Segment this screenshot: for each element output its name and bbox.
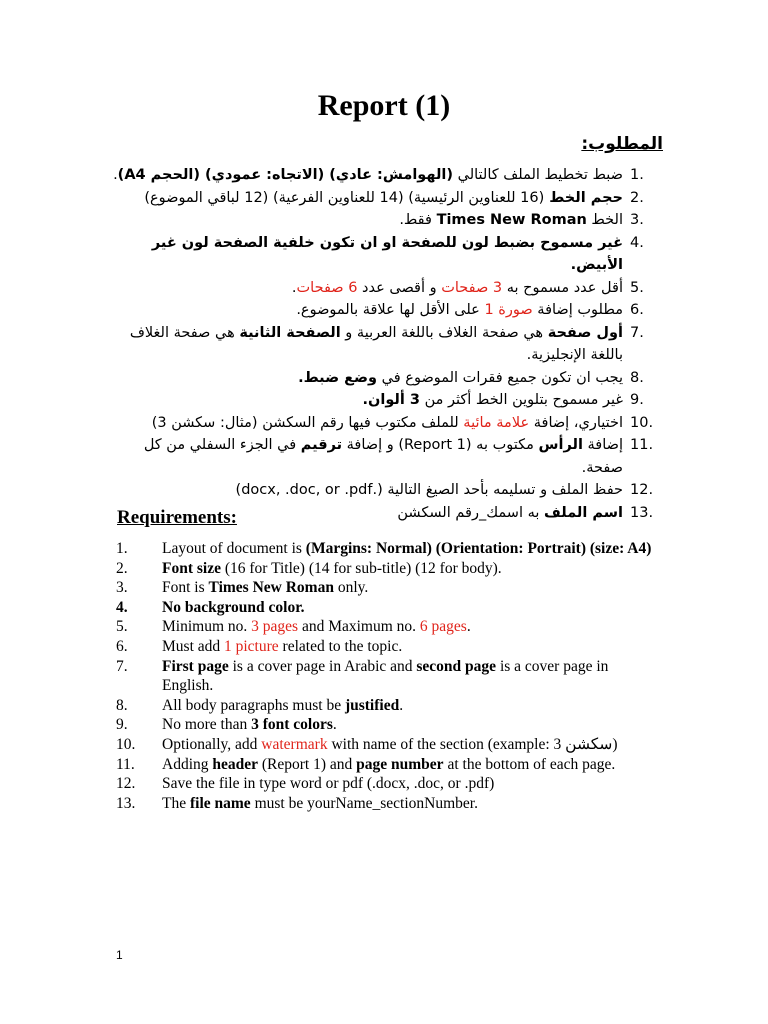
item-number: 8. bbox=[116, 696, 128, 714]
highlighted-text: 3 صفحات bbox=[441, 279, 503, 296]
bold-text: (Margins: Normal) (Orientation: Portrait) (size: A4) bbox=[305, 540, 652, 557]
arabic-requirements-heading: المطلوب: bbox=[581, 134, 663, 154]
item-number: 1. bbox=[116, 540, 128, 557]
bold-text: First page bbox=[162, 657, 229, 675]
item-text: ضبط تخطيط الملف كالتالي bbox=[453, 167, 623, 183]
item-number: 12. bbox=[630, 482, 654, 498]
item-number: 9. bbox=[630, 392, 644, 408]
item-text: No more than bbox=[162, 716, 252, 734]
item-text: and Maximum no. bbox=[298, 618, 420, 636]
item-text: الخط bbox=[586, 212, 623, 228]
item-number: 13. bbox=[116, 794, 136, 812]
arabic-requirements-list bbox=[100, 164, 660, 524]
highlighted-text: 1 picture bbox=[224, 637, 279, 655]
arabic-list-item bbox=[100, 479, 660, 502]
item-number: 10. bbox=[630, 414, 654, 431]
arabic-list-item bbox=[100, 322, 660, 367]
arabic-list-item bbox=[100, 389, 660, 412]
item-text: (16 للعناوين الرئيسية) (14 للعناوين الفرعية) (12 لباقي الموضوع) bbox=[144, 189, 545, 206]
bold-text: second page bbox=[416, 657, 497, 675]
english-list-item bbox=[116, 715, 656, 735]
english-list-item bbox=[116, 598, 656, 618]
item-text: غير مسموح بتلوين الخط أكثر من bbox=[419, 392, 623, 408]
item-text: . bbox=[113, 167, 118, 183]
item-number: 3. bbox=[116, 579, 128, 597]
highlighted-text: 3 pages bbox=[251, 618, 299, 636]
bold-text: 3 font colors bbox=[251, 716, 333, 734]
bold-text: اسم الملف bbox=[544, 504, 623, 521]
item-text: و أقصى عدد bbox=[357, 279, 442, 296]
bold-text: الصفحة الثانية bbox=[239, 324, 341, 341]
bold-text: (الهوامش: عادي) (الاتجاه: عمودي) (الحجم A4) bbox=[117, 167, 453, 183]
item-text: . bbox=[291, 279, 297, 296]
item-number: 6. bbox=[630, 302, 644, 318]
bold-text: الرأس bbox=[538, 437, 583, 453]
arabic-list-item bbox=[100, 299, 660, 322]
item-number: 4. bbox=[116, 598, 128, 616]
bold-text: Times New Roman bbox=[436, 212, 587, 228]
item-number: 1. bbox=[630, 167, 644, 183]
item-text: Save the file in type word or pdf (.docx, .doc, or .pdf) bbox=[162, 775, 495, 793]
arabic-list-item bbox=[100, 232, 660, 277]
item-number: 2. bbox=[116, 559, 128, 577]
highlighted-text: 6 صفحات bbox=[296, 279, 358, 296]
english-list-item bbox=[116, 617, 656, 637]
bold-text: file name bbox=[189, 794, 251, 812]
item-text: مكتوب به (Report 1) و إضافة bbox=[342, 437, 539, 453]
item-text: على الأقل لها علاقة بالموضوع. bbox=[296, 302, 485, 318]
item-number: 7. bbox=[630, 324, 644, 341]
item-text: (Report 1) and bbox=[258, 755, 357, 773]
item-number: 4. bbox=[630, 234, 644, 251]
item-text: with name of the section (example: 3 سكشن) bbox=[327, 735, 618, 753]
item-number: 11. bbox=[630, 437, 654, 453]
item-text: is a cover page in Arabic and bbox=[228, 657, 417, 675]
item-number: 6. bbox=[116, 637, 128, 655]
document-title: Report (1) bbox=[317, 89, 451, 122]
item-text: Optionally, add bbox=[162, 735, 262, 753]
item-text: . bbox=[332, 716, 337, 734]
highlighted-text: علامة مائية bbox=[463, 414, 530, 431]
item-text: All body paragraphs must be bbox=[162, 696, 345, 714]
item-text: فقط. bbox=[399, 212, 437, 228]
item-number: 5. bbox=[116, 618, 128, 636]
bold-text: page number bbox=[356, 755, 444, 773]
bold-text: Font size bbox=[162, 559, 221, 577]
item-text: is a cover page in English. bbox=[162, 657, 609, 695]
bold-text: وضع ضبط. bbox=[298, 369, 378, 386]
item-number: 8. bbox=[630, 369, 644, 386]
english-requirements-heading: Requirements: bbox=[117, 507, 237, 528]
english-requirements-list bbox=[116, 539, 656, 813]
english-list-item bbox=[116, 559, 656, 579]
bold-text: 3 ألوان. bbox=[362, 392, 420, 408]
arabic-list-item bbox=[100, 277, 660, 300]
item-text: Font is bbox=[162, 579, 209, 597]
english-list-item bbox=[116, 774, 656, 794]
english-list-item bbox=[116, 539, 656, 559]
item-number: 7. bbox=[116, 657, 128, 675]
arabic-list-item bbox=[100, 434, 660, 479]
english-list-item bbox=[116, 794, 656, 814]
item-number: 3. bbox=[630, 212, 644, 228]
item-text: هي صفحة الغلاف باللغة الإنجليزية. bbox=[129, 324, 623, 363]
highlighted-text: watermark bbox=[261, 735, 328, 753]
arabic-list-item bbox=[100, 164, 660, 187]
item-text: at the bottom of each page. bbox=[443, 755, 616, 773]
arabic-list-item bbox=[100, 187, 660, 210]
item-number: 13. bbox=[630, 504, 654, 521]
item-text: للملف مكتوب فيها رقم السكشن (مثال: سكشن 3) bbox=[151, 414, 464, 431]
english-list-item bbox=[116, 755, 656, 775]
item-text: Must add bbox=[162, 637, 224, 655]
item-number: 2. bbox=[630, 189, 644, 206]
item-text: مطلوب إضافة bbox=[532, 302, 623, 318]
item-text: must be yourName_sectionNumber. bbox=[250, 794, 478, 812]
item-text: هي صفحة الغلاف باللغة العربية و bbox=[340, 324, 548, 341]
item-text: Minimum no. bbox=[162, 618, 252, 636]
item-text: . bbox=[466, 618, 471, 636]
item-text: Adding bbox=[162, 755, 213, 773]
item-text: . bbox=[399, 696, 404, 714]
item-text: أقل عدد مسموح به bbox=[502, 279, 623, 296]
item-text: (16 for Title) (14 for sub-title) (12 for body). bbox=[220, 559, 502, 577]
bold-text: حجم الخط bbox=[544, 189, 623, 206]
english-list-item bbox=[116, 637, 656, 657]
bold-text: ترقيم bbox=[300, 437, 343, 453]
bold-text: justified bbox=[344, 696, 400, 714]
item-text: The bbox=[162, 794, 190, 812]
english-list-item bbox=[116, 578, 656, 598]
item-text: اختياري، إضافة bbox=[529, 414, 623, 431]
item-number: 12. bbox=[116, 775, 136, 793]
item-number: 5. bbox=[630, 279, 644, 296]
arabic-list-item bbox=[100, 209, 660, 232]
arabic-list-item bbox=[100, 412, 660, 435]
item-number: 9. bbox=[116, 716, 128, 734]
bold-text: أول صفحة bbox=[547, 324, 623, 341]
item-text: Layout of document is bbox=[162, 540, 306, 557]
english-list-item bbox=[116, 735, 656, 755]
item-text: حفظ الملف و تسليمه بأحد الصيغ التالية (.docx, .doc, or .pdf) bbox=[235, 482, 623, 498]
bold-text: Times New Roman bbox=[208, 579, 334, 597]
page-number: 1 bbox=[116, 948, 123, 962]
item-text: يجب ان تكون جميع فقرات الموضوع في bbox=[377, 369, 623, 386]
bold-text: غير مسموح بضبط لون للصفحة او ان تكون خلفية الصفحة لون غير الأبيض. bbox=[151, 234, 623, 273]
item-text: به اسمك_رقم السكشن bbox=[397, 504, 545, 521]
item-text: في الجزء السفلي من كل صفحة. bbox=[143, 437, 623, 476]
item-number: 11. bbox=[116, 755, 135, 773]
item-number: 10. bbox=[116, 735, 136, 753]
english-list-item bbox=[116, 657, 656, 696]
highlighted-text: 6 pages bbox=[419, 618, 467, 636]
item-text: only. bbox=[333, 579, 369, 597]
bold-text: No background color. bbox=[162, 598, 305, 616]
bold-text: header bbox=[212, 755, 259, 773]
english-list-item bbox=[116, 696, 656, 716]
item-text: إضافة bbox=[582, 437, 623, 453]
item-text: related to the topic. bbox=[278, 637, 403, 655]
highlighted-text: صورة 1 bbox=[484, 302, 533, 318]
arabic-list-item bbox=[100, 367, 660, 390]
